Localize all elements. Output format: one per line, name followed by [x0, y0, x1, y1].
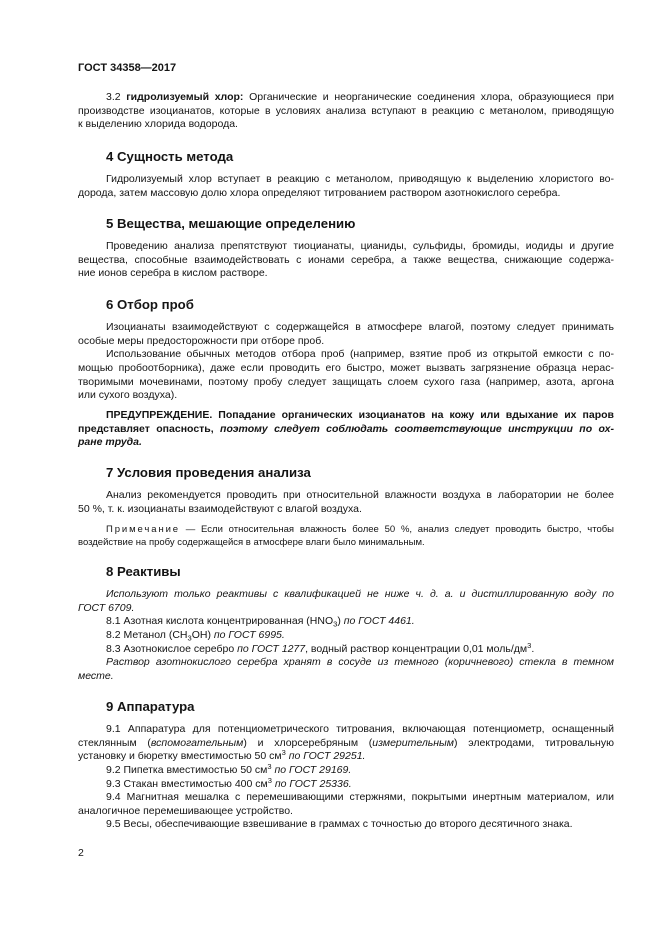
text-line: аналогичное перемешивающее устройство. — [78, 804, 293, 817]
document-code: ГОСТ 34358—2017 — [78, 62, 177, 74]
section-7-paragraph — [78, 489, 614, 516]
warning-emphasis: поэтому следует соблюдать соответствующие инструкции по ох- — [220, 422, 614, 435]
standard-reference: по ГОСТ 29169. — [271, 763, 352, 776]
note — [78, 523, 614, 549]
superscript: 3 — [281, 748, 286, 758]
subscript: 3 — [333, 619, 338, 629]
text-line: творимыми мочевинами, поэтому пробу следует защищать слоем сухого газа (например, азота, аргона — [78, 375, 614, 388]
text-line: Проведению анализа препятствуют тиоцианаты, цианиды, сульфиды, бромиды, иодиды и другие — [106, 240, 614, 253]
item-text: OH) — [191, 628, 214, 641]
section-heading-6: 6 Отбор проб — [106, 297, 194, 312]
item-text: установку и бюретку вместимостью 50 см — [78, 750, 282, 763]
text-line: месте. — [78, 669, 114, 682]
text-line — [78, 764, 614, 778]
section-heading-8: 8 Реактивы — [106, 564, 181, 579]
note-text: — Если относительная влажность более 50 %, анализ следует проводить быстро, чтобы — [180, 523, 614, 535]
item-text: ) и хлорсеребряным ( — [243, 736, 373, 749]
standard-reference: по ГОСТ 29251. — [285, 750, 366, 763]
text-line: Изоцианаты взаимодействуют с содержащейся в атмосфере влагой, поэтому следует принимать — [106, 321, 614, 334]
item-text: , водный раствор концентрации 0,01 моль/дм — [305, 642, 528, 655]
page-number: 2 — [78, 847, 84, 859]
text-line: Использование обычных методов отбора проб (например, взятие проб из открытой емкости с по- — [106, 348, 614, 361]
text-line: ране труда. — [78, 436, 142, 449]
text-line — [78, 423, 614, 437]
item-text: 8.2 Метанол (CH — [106, 628, 188, 641]
text-line: Гидролизуемый хлор вступает в реакцию с метанолом, приводящую к выделению хлористого во- — [106, 173, 614, 186]
electrode-role: измерительным — [372, 736, 454, 749]
note-label: Примечание — [106, 523, 180, 535]
text-line: мощью пробоотборника), даже если проводить его быстро, может вызвать загрязнение образца нерас- — [78, 361, 614, 374]
item-text: стеклянным ( — [78, 736, 151, 749]
text-line — [78, 640, 614, 657]
section-8-list — [78, 588, 614, 683]
text-line — [78, 615, 614, 629]
section-heading-5: 5 Вещества, мешающие определению — [106, 216, 356, 231]
electrode-role: вспомогательным — [150, 736, 244, 749]
text-line: 9.4 Магнитная мешалка с перемешивающими стержнями, покрытыми инертным материалом, или — [106, 791, 614, 804]
text-line — [78, 91, 614, 105]
item-text: 9.3 Стакан вместимостью 400 см — [106, 777, 268, 790]
section-9-list — [78, 723, 614, 832]
item-text: 9.2 Пипетка вместимостью 50 см — [106, 763, 268, 776]
item-text: 8.3 Азотнокислое серебро — [106, 642, 238, 655]
text-line: Используют только реактивы с квалификацией не ниже ч. д. а. и дистиллированную воду по — [106, 588, 614, 601]
section-6-paragraphs — [78, 321, 614, 403]
clause-number: 3.2 — [106, 91, 127, 104]
text-line: к выделению хлорида водорода. — [78, 118, 238, 131]
section-heading-7: 7 Условия проведения анализа — [106, 465, 311, 480]
text-line — [78, 629, 614, 643]
text-line — [78, 775, 614, 792]
standard-reference: по ГОСТ 6995. — [213, 628, 285, 641]
defined-term: гидролизуемый хлор: — [126, 91, 244, 104]
standard-reference: по ГОСТ 1277 — [237, 642, 306, 655]
section-4-paragraph — [78, 173, 614, 200]
warning-text: представляет опасность, — [78, 422, 221, 435]
text-line: 50 %, т. к. изоцианаты взаимодействуют с влагой воздуха. — [78, 502, 362, 515]
standard-reference: по ГОСТ 4461. — [343, 615, 415, 628]
text-line — [78, 737, 614, 751]
item-text: ) — [337, 615, 344, 628]
text-line: или сухого воздуха). — [78, 389, 178, 402]
superscript: 3 — [527, 640, 532, 650]
text-line: производстве изоцианатов, которые в условиях анализа вступают в реакцию с метанолом, приводящую — [78, 104, 614, 117]
text-line: ПРЕДУПРЕЖДЕНИЕ. Попадание органических изоцианатов на кожу или вдыхание их паров — [106, 409, 614, 422]
superscript: 3 — [267, 762, 272, 772]
text-line: воздействие на пробу содержащейся в атмосфере влаги было минимальным. — [78, 536, 425, 548]
section-heading-4: 4 Сущность метода — [106, 149, 234, 164]
clause-3-2 — [78, 91, 614, 132]
text-line: вещества, способные взаимодействовать с ионами серебра, а также вещества, снижающие содержа- — [78, 253, 614, 266]
superscript: 3 — [267, 775, 272, 785]
text-line: ние ионов серебра в кислом растворе. — [78, 267, 268, 280]
item-text: . — [531, 642, 535, 655]
safety-warning — [78, 409, 614, 450]
text-line: Раствор азотнокислого серебра хранят в сосуде из темного (коричневого) стекла в темном — [106, 656, 614, 669]
text-line: 9.5 Весы, обеспечивающие взвешивание в граммах с точностью до второго десятичного знака. — [106, 818, 573, 831]
subscript: 3 — [187, 633, 192, 643]
section-5-paragraph — [78, 240, 614, 281]
section-heading-9: 9 Аппаратура — [106, 699, 195, 714]
item-text: 8.1 Азотная кислота концентрированная (HNO — [106, 615, 334, 628]
text-line: особые меры предосторожности при отборе проб. — [78, 334, 325, 347]
text-line — [78, 523, 614, 536]
text-line — [78, 750, 614, 764]
standard-reference: по ГОСТ 25336. — [271, 777, 352, 790]
text-line: ГОСТ 6709. — [78, 601, 135, 614]
text-line: Анализ рекомендуется проводить при относительной влажности воздуха в лаборатории не более — [106, 489, 614, 502]
definition-text: Органические и неорганические соединения хлора, образующиеся при — [243, 91, 614, 104]
text-line: дорода, затем массовую долю хлора определяют титрованием раствором азотнокислого серебра. — [78, 186, 561, 199]
text-line: 9.1 Аппаратура для потенциометрического титрования, включающая потенциометр, оснащенный — [106, 723, 614, 736]
item-text: ) электродами, титровальную — [453, 736, 614, 749]
